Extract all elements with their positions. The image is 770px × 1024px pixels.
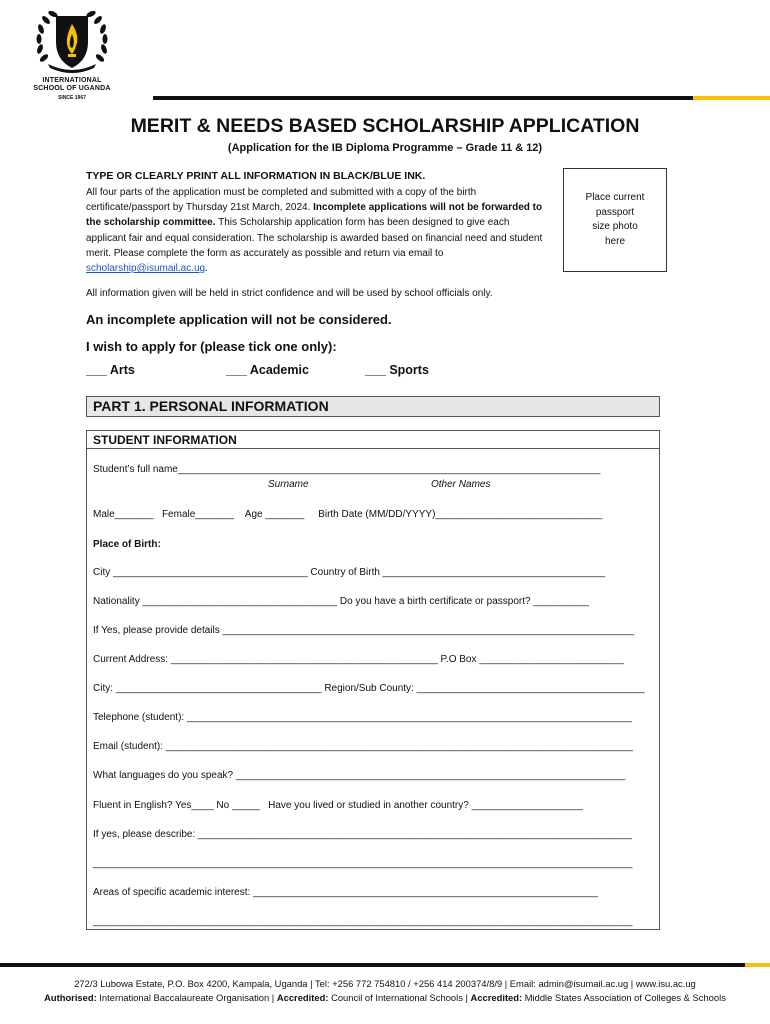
- footer-rule-accent: [745, 963, 770, 967]
- student-information-heading: STUDENT INFORMATION: [87, 431, 659, 449]
- page-title: MERIT & NEEDS BASED SCHOLARSHIP APPLICATION: [130, 115, 640, 137]
- school-name-line2: SCHOOL OF UGANDA: [33, 85, 111, 92]
- school-name-line1: INTERNATIONAL: [42, 77, 102, 84]
- academic-interest-field[interactable]: Areas of specific academic interest: ______________________________________________________________: [93, 887, 598, 898]
- option-arts[interactable]: ___ Arts: [86, 363, 135, 377]
- telephone-field[interactable]: Telephone (student): ________________________________________________________________________________: [93, 712, 632, 723]
- document-details-field[interactable]: If Yes, please provide details __________________________________________________________________________: [93, 625, 635, 636]
- city-region-field[interactable]: City: _____________________________________ Region/Sub County: _________________________________________: [93, 683, 645, 694]
- nationality-field[interactable]: Nationality ___________________________________ Do you have a birth certificate or passport? __________: [93, 596, 589, 607]
- current-address-field[interactable]: Current Address: ________________________________________________ P.O Box __________________________: [93, 654, 624, 665]
- header-rule: [153, 96, 693, 100]
- part1-heading: PART 1. PERSONAL INFORMATION: [86, 396, 660, 417]
- fluent-english-field[interactable]: Fluent in English? Yes____ No _____ Have you lived or studied in another country? ____________________: [93, 800, 583, 811]
- surname-caption: Surname: [268, 479, 309, 490]
- confidentiality-note: All information given will be held in strict confidence and will be used by school officials only.: [86, 288, 493, 299]
- scholarship-email-link[interactable]: scholarship@isumail.ac.ug: [86, 263, 206, 275]
- option-sports[interactable]: ___ Sports: [365, 363, 429, 377]
- since-year: SINCE 1967: [58, 95, 86, 101]
- gender-age-dob-field[interactable]: Male_______ Female_______ Age _______ Birth Date (MM/DD/YYYY)______________________________: [93, 509, 603, 520]
- header-rule-accent: [693, 96, 770, 100]
- instructions-text: All four parts of the application must be completed and submitted with a copy of the birth certificate/passport by Thursday 21st March, 2024. Incomplete applications will not be forwarded to the scholarship committee. This Scholarship application form has been designed to give each applicant fair and equal consideration. The scholarship is awarded based on financial need and student merit. Please complete the form as accurately as possible and return via email to scholarship@isumail.ac.ug.: [86, 187, 543, 275]
- passport-photo-box: Place current passport size photo here: [563, 168, 667, 272]
- describe-field[interactable]: If yes, please describe: ______________________________________________________________________________: [93, 829, 632, 840]
- incomplete-notice: An incomplete application will not be considered.: [86, 312, 392, 327]
- place-of-birth-label: Place of Birth:: [93, 539, 161, 550]
- page-subtitle: (Application for the IB Diploma Programme – Grade 11 & 12): [227, 142, 543, 154]
- academic-interest-continuation-field[interactable]: _________________________________________________________________________________________________: [93, 916, 633, 927]
- other-names-caption: Other Names: [431, 479, 491, 490]
- instructions-heading: TYPE OR CLEARLY PRINT ALL INFORMATION IN BLACK/BLUE INK.: [86, 170, 426, 182]
- crest-icon: [34, 6, 110, 74]
- student-information-section: [86, 430, 660, 930]
- describe-continuation-field[interactable]: _________________________________________________________________________________________________: [93, 858, 633, 869]
- apply-prompt: I wish to apply for (please tick one only):: [86, 339, 337, 354]
- footer-contact: 272/3 Lubowa Estate, P.O. Box 4200, Kampala, Uganda | Tel: +256 772 754810 / +256 414 200374/8/9 | Email: admin@isumail.ac.ug | www.isu.ac.ug: [74, 978, 696, 989]
- option-academic[interactable]: ___ Academic: [226, 363, 309, 377]
- email-field[interactable]: Email (student): ____________________________________________________________________________________: [93, 741, 633, 752]
- footer-rule: [0, 963, 770, 967]
- city-country-field[interactable]: City ___________________________________ Country of Birth ________________________________________: [93, 567, 606, 578]
- languages-field[interactable]: What languages do you speak? ______________________________________________________________________: [93, 770, 626, 781]
- footer-accreditation: Authorised: International Baccalaureate Organisation | Accredited: Council of International Schools | Accredited: Middle States Association of Colleges & Schools: [44, 992, 726, 1003]
- school-logo: [22, 6, 122, 104]
- full-name-field[interactable]: Student’s full name____________________________________________________________________________: [93, 464, 601, 475]
